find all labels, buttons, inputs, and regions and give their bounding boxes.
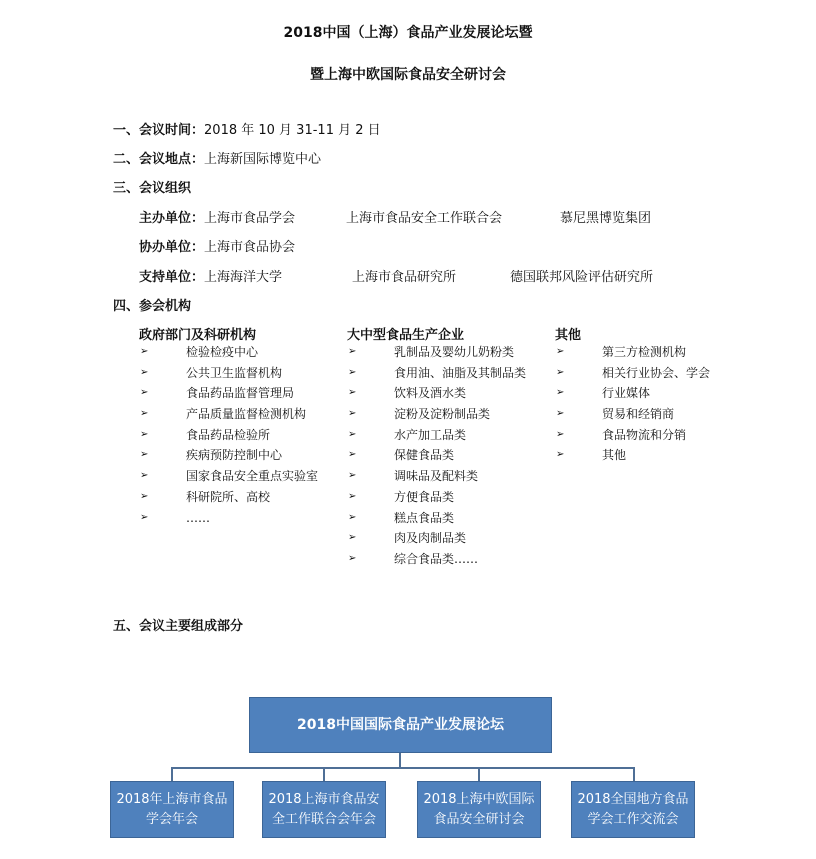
support-unit-3: 德国联邦风险评估研究所 [510,270,654,285]
list-item [556,363,756,384]
arrow-bullet-icon: ➢ [348,408,357,420]
diagram-child-box-1 [110,781,234,838]
list-item-text: 食品药品检验所 [186,427,271,442]
co-organizer-row [139,236,295,255]
enterprise-list [348,342,548,570]
list-item-text: 国家食品安全重点实验室 [186,469,319,484]
list-item-text: 保健食品类 [394,448,455,463]
list-item [140,342,340,363]
list-item [556,404,756,425]
host-unit-1: 上海市食品学会 [204,211,296,226]
arrow-bullet-icon: ➢ [556,408,565,420]
support-units-row [139,266,282,285]
list-item [140,425,340,446]
child-1-line-2: 学会年会 [145,811,198,827]
list-item-text: 调味品及配料类 [394,469,479,484]
list-item [348,487,548,508]
meeting-time-value: 2018 年 10 月 31-11 月 2 日 [204,123,381,138]
list-item-text: …… [186,510,210,525]
list-item-text: 行业媒体 [602,386,651,401]
list-item [348,404,548,425]
list-item-text: 食用油、油脂及其制品类 [394,365,527,380]
section-label: 参会机构 [139,299,192,314]
list-item-text: 公共卫生监督机构 [186,365,283,380]
column-title-others: 其他 [555,328,582,343]
co-organizer-label: 协办单位： [139,240,205,255]
list-item [348,528,548,549]
child-2-line-2: 全工作联合会年会 [271,811,376,827]
arrow-bullet-icon: ➢ [348,346,357,357]
list-item [348,445,548,466]
arrow-bullet-icon: ➢ [556,387,565,399]
list-item-text: 其他 [602,448,627,463]
section-meeting-time [113,119,381,138]
section-number: 五、 [113,619,140,634]
arrow-bullet-icon: ➢ [140,490,149,502]
section-number: 二、 [113,152,140,167]
arrow-bullet-icon: ➢ [348,470,357,482]
arrow-bullet-icon: ➢ [348,532,357,544]
meeting-venue-value: 上海新国际博览中心 [204,152,322,167]
list-item [140,487,340,508]
list-item-text: 糕点食品类 [394,510,455,525]
arrow-bullet-icon: ➢ [140,346,149,357]
list-item [556,425,756,446]
arrow-bullet-icon: ➢ [140,387,149,399]
list-item-text: 肉及肉制品类 [394,531,467,546]
section-number: 三、 [113,181,140,196]
government-list [140,342,340,528]
list-item-text: 食品物流和分销 [602,427,687,442]
host-unit-2: 上海市食品安全工作联合会 [346,211,503,226]
arrow-bullet-icon: ➢ [140,408,149,420]
child-2-line-1: 2018上海市食品安 [268,791,380,807]
list-item [556,445,756,466]
list-item-text: 疾病预防控制中心 [186,448,283,463]
child-1-line-1: 2018年上海市食品 [116,791,228,807]
arrow-bullet-icon: ➢ [556,346,565,357]
child-4-line-1: 2018全国地方食品 [577,791,689,807]
list-item [140,383,340,404]
others-list [556,342,756,466]
section-label: 会议组织 [139,181,192,196]
connector-child-2 [323,767,325,781]
host-unit-3: 慕尼黑博览集团 [560,211,652,226]
child-3-line-1: 2018上海中欧国际 [423,791,535,807]
child-3-line-2: 食品安全研讨会 [433,811,525,827]
list-item-text: 淀粉及淀粉制品类 [394,407,491,422]
connector-child-3 [478,767,480,781]
list-item-text: 食品药品监督管理局 [186,386,295,401]
arrow-bullet-icon: ➢ [140,470,149,482]
list-item-text: 产品质量监督检测机构 [186,407,307,422]
document-title-line-1: 2018中国（上海）食品产业发展论坛暨 [283,25,533,41]
support-unit-2: 上海市食品研究所 [352,270,457,285]
section-number: 四、 [113,299,140,314]
connector-child-1 [171,767,173,781]
arrow-bullet-icon: ➢ [348,552,357,564]
section-components [113,615,243,634]
support-unit-1: 上海海洋大学 [204,270,283,285]
arrow-bullet-icon: ➢ [348,387,357,399]
list-item [140,466,340,487]
section-label: 会议地点： [139,152,205,167]
diagram-child-box-3 [417,781,541,838]
list-item [348,363,548,384]
list-item-text: 贸易和经销商 [602,407,675,422]
list-item-text: 乳制品及婴幼儿奶粉类 [394,345,515,359]
connector-child-4 [633,767,635,781]
list-item-text: 水产加工品类 [394,427,467,442]
arrow-bullet-icon: ➢ [140,449,149,461]
child-4-line-2: 学会工作交流会 [587,811,679,827]
diagram-child-box-4 [571,781,695,838]
list-item [348,466,548,487]
column-title-enterprises: 大中型食品生产企业 [347,328,465,343]
section-organization [113,177,191,196]
arrow-bullet-icon: ➢ [556,366,565,378]
list-item-text: 相关行业协会、学会 [602,365,711,380]
column-title-government: 政府部门及科研机构 [139,328,257,343]
list-item [140,445,340,466]
section-participants [113,295,191,314]
arrow-bullet-icon: ➢ [348,428,357,440]
document-title-line-2: 暨上海中欧国际食品安全研讨会 [310,67,506,83]
section-number: 一、 [113,123,140,138]
arrow-bullet-icon: ➢ [348,511,357,523]
list-item [140,363,340,384]
arrow-bullet-icon: ➢ [348,449,357,461]
arrow-bullet-icon: ➢ [140,428,149,440]
section-label: 会议时间： [139,123,205,138]
list-item [556,383,756,404]
arrow-bullet-icon: ➢ [348,490,357,502]
connector-horizontal [171,767,634,769]
list-item [348,549,548,570]
diagram-child-box-2 [262,781,386,838]
list-item [348,383,548,404]
list-item-text: 方便食品类 [394,489,455,504]
list-item [348,508,548,529]
arrow-bullet-icon: ➢ [348,366,357,378]
host-units-label-row [139,207,295,226]
list-item [348,342,548,363]
list-item-text: 第三方检测机构 [602,345,687,359]
list-item [348,425,548,446]
list-item [140,404,340,425]
arrow-bullet-icon: ➢ [140,511,149,523]
list-item-text: 综合食品类…… [394,551,479,566]
arrow-bullet-icon: ➢ [140,366,149,378]
section-meeting-venue [113,148,321,167]
section-label: 会议主要组成部分 [139,619,244,634]
host-units-label: 主办单位： [139,211,205,226]
arrow-bullet-icon: ➢ [556,428,565,440]
list-item [140,508,340,529]
list-item-text: 饮料及酒水类 [394,386,467,401]
co-organizer-1: 上海市食品协会 [204,240,296,255]
list-item [556,342,756,363]
list-item-text: 科研院所、高校 [186,489,271,504]
list-item-text: 检验检疫中心 [186,345,259,359]
diagram-root-box: 2018中国国际食品产业发展论坛 [249,697,552,753]
support-units-label: 支持单位： [139,270,205,285]
connector-root-vertical [399,753,401,768]
arrow-bullet-icon: ➢ [556,449,565,461]
